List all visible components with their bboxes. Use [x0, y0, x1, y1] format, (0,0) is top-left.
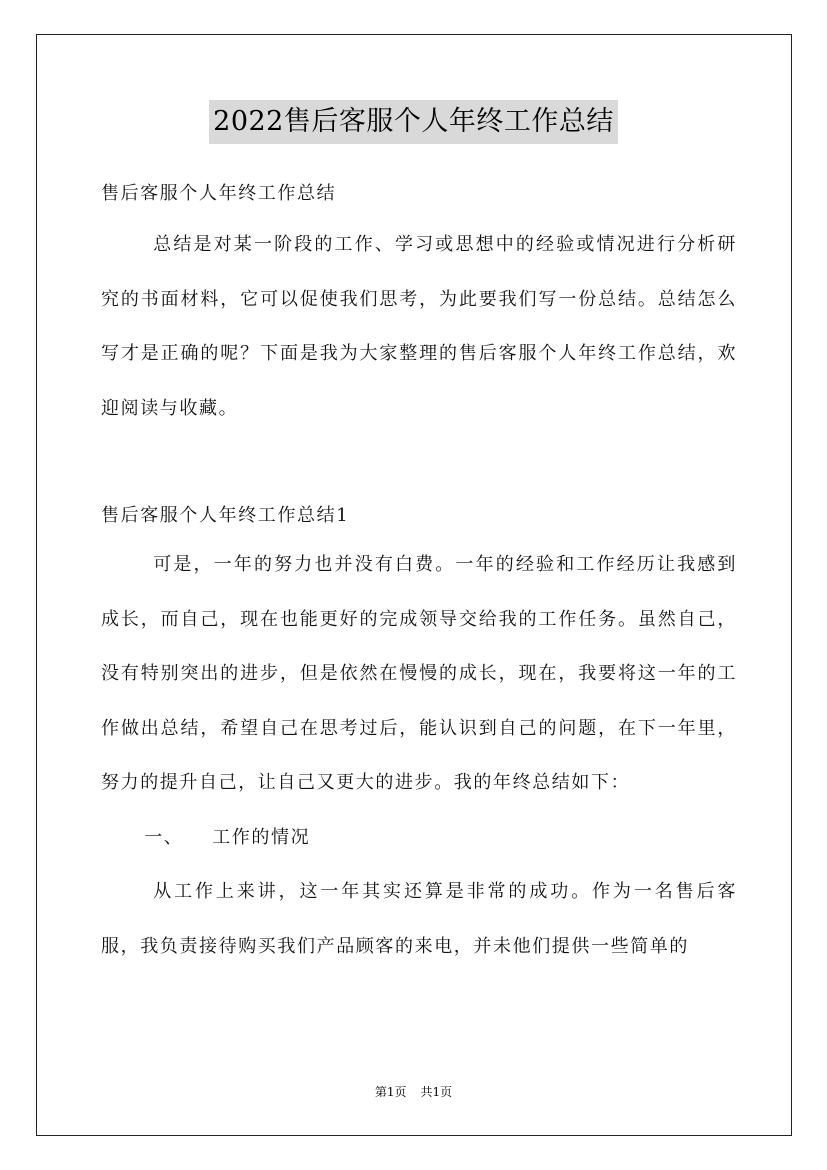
list-item-number: 一、 [144, 826, 184, 848]
section-paragraph: 可是，一年的努力也并没有白费。一年的经验和工作经历让我感到成长，而自己，现在也能更好的完成领导交给我的工作任务。虽然自己，没有特别突出的进步，但是依然在慢慢的成长，现在，我要将这一年的工作做出总结，希望自己在思考过后，能认识到自己的问题，在下一年里，努力的提升自己，让自己又更大的进步。我的年终总结如下： [101, 554, 737, 793]
page-current: 第1页 [374, 1085, 407, 1099]
page-footer [0, 1083, 827, 1101]
document-body [101, 175, 737, 974]
title-container [0, 100, 827, 144]
page-total: 共1页 [420, 1085, 453, 1099]
intro-paragraph: 总结是对某一阶段的工作、学习或思想中的经验或情况进行分析研究的书面材料，它可以促使我们思考，为此要我们写一份总结。总结怎么写才是正确的呢？下面是我为大家整理的售后客服个人年终工作总结，欢迎阅读与收藏。 [101, 234, 737, 419]
list-item-heading [101, 811, 737, 866]
intro-heading: 售后客服个人年终工作总结 [101, 183, 337, 204]
list-paragraph: 从工作上来讲，这一年其实还算是非常的成功。作为一名售后客服，我负责接待购买我们产品顾客的来电，并未他们提供一些简单的 [101, 881, 737, 957]
document-title: 2022售后客服个人年终工作总结 [209, 100, 618, 144]
list-item-label: 工作的情况 [212, 826, 311, 848]
section-heading: 售后客服个人年终工作总结1 [101, 505, 350, 526]
